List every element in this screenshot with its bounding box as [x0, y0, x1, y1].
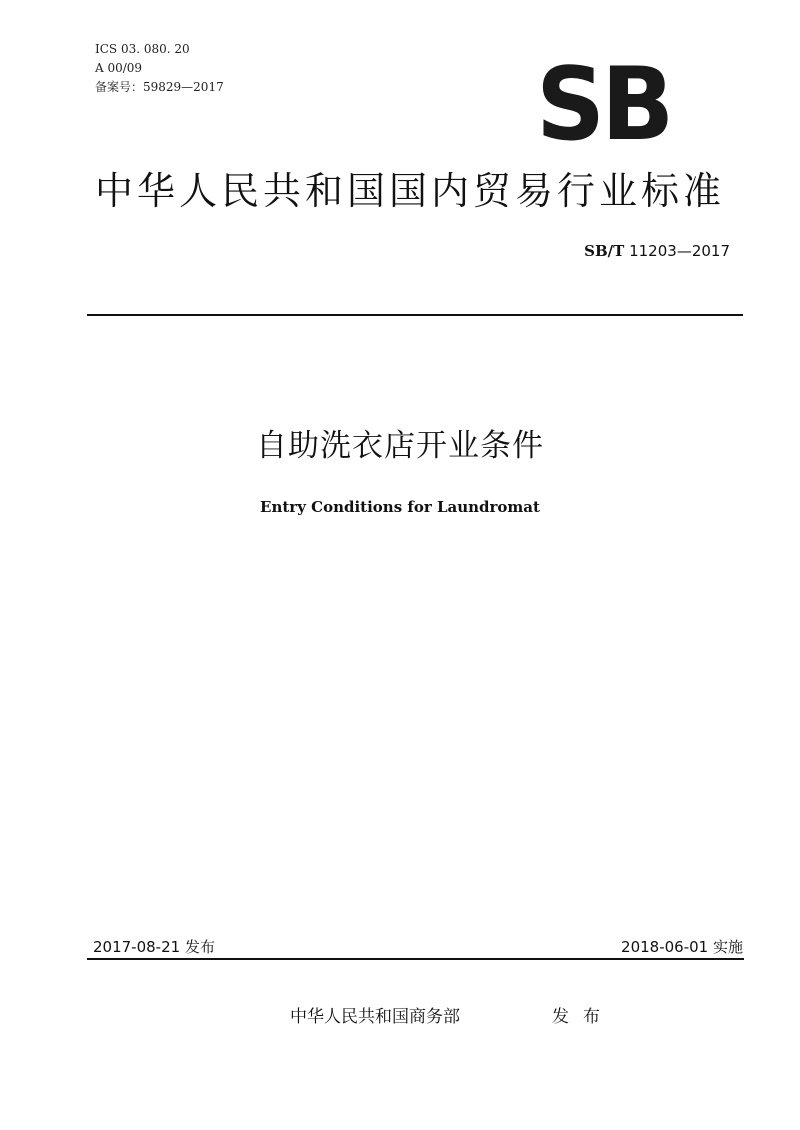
standard-number-value: 11203—2017 [624, 242, 730, 260]
effective-date: 2018-06-01 实施 [621, 938, 743, 956]
record-number: 备案号：59829—2017 [95, 80, 224, 94]
standard-number-prefix: SB/T [584, 242, 625, 260]
bottom-divider [87, 958, 744, 960]
issuing-authority: 中华人民共和国商务部 [290, 1007, 460, 1027]
issue-date: 2017-08-21 发布 [93, 938, 215, 956]
top-divider [87, 314, 743, 316]
sb-logo: SB [536, 45, 671, 163]
standard-category-title: 中华人民共和国国内贸易行业标准 [95, 169, 726, 213]
classification-code: A 00/09 [95, 61, 143, 75]
issuing-action: 发布 [552, 1007, 614, 1027]
ics-code: ICS 03. 080. 20 [95, 42, 190, 56]
document-title: 自助洗衣店开业条件 [256, 428, 544, 464]
standard-number [584, 242, 730, 260]
document-title-english: Entry Conditions for Laundromat [260, 498, 540, 516]
header-metadata [95, 40, 224, 97]
